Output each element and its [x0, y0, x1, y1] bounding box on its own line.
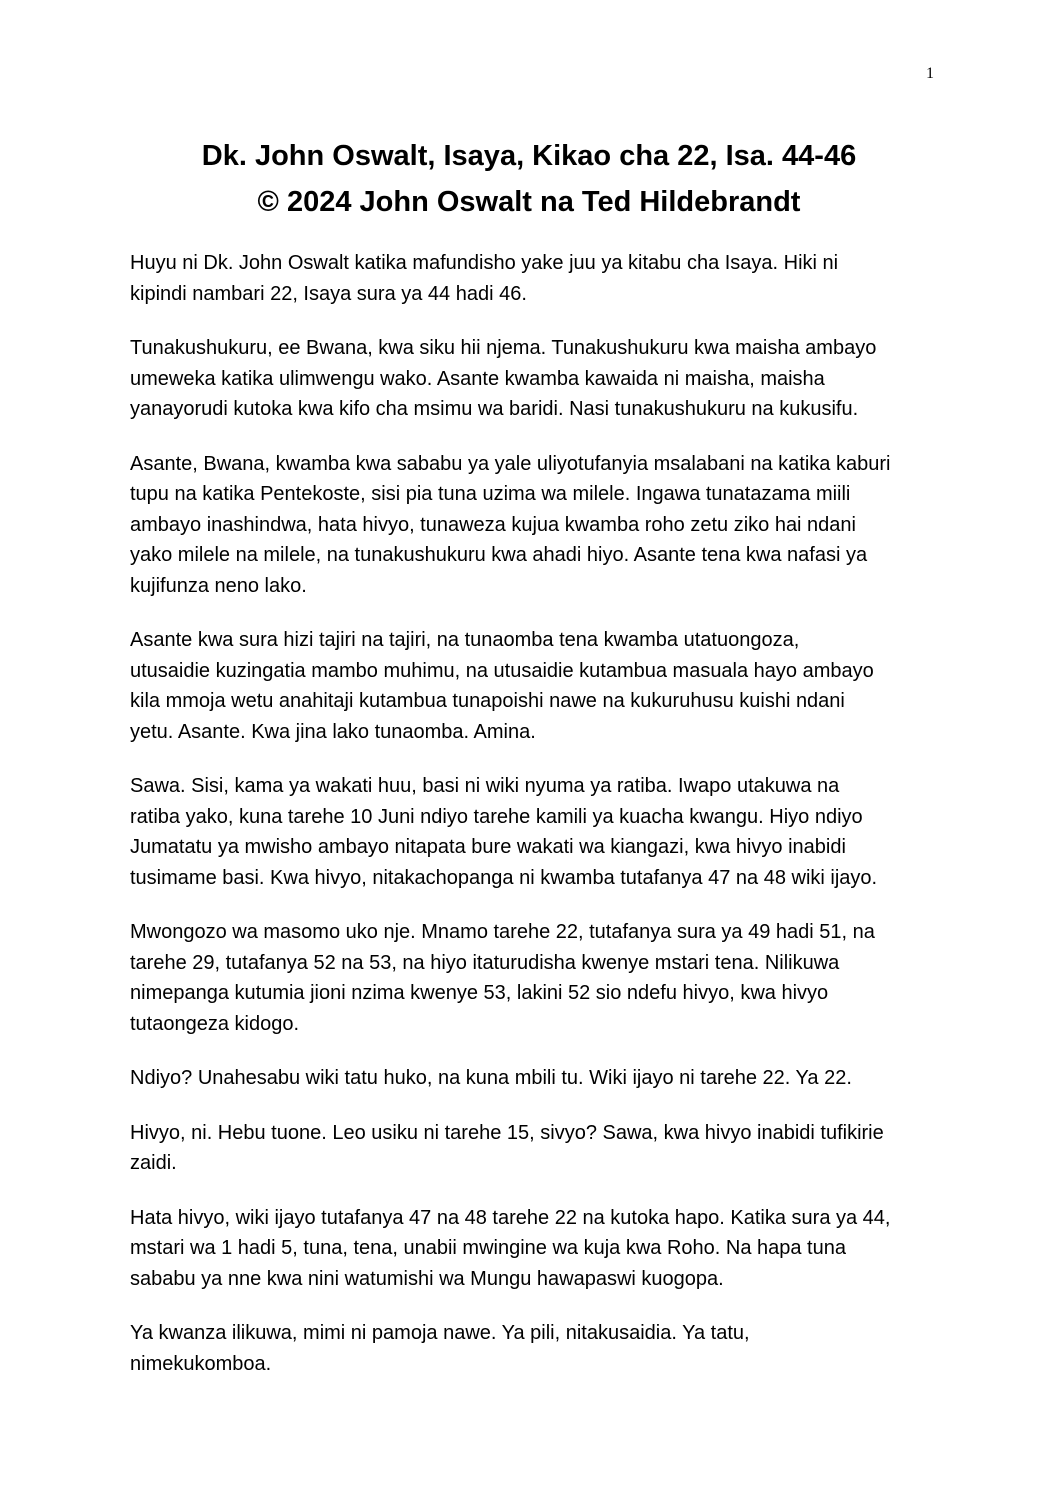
title-line-2: © 2024 John Oswalt na Ted Hildebrandt	[257, 186, 801, 218]
paragraph-line: kila mmoja wetu anahitaji kutambua tunapoishi nawe na kukuruhusu kuishi ndani	[130, 690, 845, 712]
paragraph-line: Asante, Bwana, kwamba kwa sababu ya yale uliyotufanyia msalabani na katika kaburi	[130, 452, 891, 475]
paragraph-line: Asante kwa sura hizi tajiri na tajiri, na tunaomba tena kwamba utatuongoza,	[130, 629, 800, 651]
paragraph-line: ambayo inashindwa, hata hivyo, tunaweza kujua kwamba roho zetu ziko hai ndani	[130, 513, 856, 536]
paragraph-line: umeweka katika ulimwengu wako. Asante kwamba kawaida ni maisha, maisha	[130, 367, 825, 390]
document-title	[100, 133, 958, 225]
paragraph-line: tarehe 29, tutafanya 52 na 53, na hiyo itaturudisha kwenye mstari tena. Nilikuwa	[130, 951, 840, 974]
paragraph	[130, 248, 936, 309]
paragraph-line: ratiba yako, kuna tarehe 10 Juni ndiyo tarehe kamili ya kuacha kwangu. Hiyo ndiyo	[130, 805, 863, 828]
paragraph-line: yanayorudi kutoka kwa kifo cha msimu wa baridi. Nasi tunakushukuru na kukusifu.	[130, 398, 859, 420]
paragraph-line: Mwongozo wa masomo uko nje. Mnamo tarehe 22, tutafanya sura ya 49 hadi 51, na	[130, 921, 875, 943]
document-body	[130, 248, 936, 1403]
paragraph-line: Tunakushukuru, ee Bwana, kwa siku hii njema. Tunakushukuru kwa maisha ambayo	[130, 337, 877, 359]
paragraph-line: Ndiyo? Unahesabu wiki tatu huko, na kuna mbili tu. Wiki ijayo ni tarehe 22. Ya 22.	[130, 1067, 852, 1089]
paragraph-line: tupu na katika Pentekoste, sisi pia tuna uzima wa milele. Ingawa tunatazama miili	[130, 483, 851, 505]
paragraph-line: nimepanga kutumia jioni nzima kwenye 53, lakini 52 sio ndefu hivyo, kwa hivyo	[130, 982, 829, 1004]
paragraph-line: yako milele na milele, na tunakushukuru kwa ahadi hiyo. Asante tena kwa nafasi ya	[130, 544, 868, 566]
paragraph-line: kipindi nambari 22, Isaya sura ya 44 hadi 46.	[130, 282, 527, 305]
paragraph-line: Sawa. Sisi, kama ya wakati huu, basi ni wiki nyuma ya ratiba. Iwapo utakuwa na	[130, 775, 840, 797]
paragraph	[130, 333, 936, 425]
paragraph-line: utusaidie kuzingatia mambo muhimu, na utusaidie kutambua masuala hayo ambayo	[130, 659, 874, 682]
paragraph	[130, 917, 936, 1039]
paragraph	[130, 1118, 936, 1179]
paragraph	[130, 449, 936, 602]
paragraph-line: mstari wa 1 hadi 5, tuna, tena, unabii mwingine wa kuja kwa Roho. Na hapa tuna	[130, 1237, 846, 1259]
paragraph-line: kujifunza neno lako.	[130, 574, 307, 597]
paragraph-line: Jumatatu ya mwisho ambayo nitapata bure wakati wa kiangazi, kwa hivyo inabidi	[130, 836, 846, 858]
paragraph-line: Hivyo, ni. Hebu tuone. Leo usiku ni tarehe 15, sivyo? Sawa, kwa hivyo inabidi tufikirie	[130, 1121, 884, 1144]
paragraph-line: sababu ya nne kwa nini watumishi wa Mungu hawapaswi kuogopa.	[130, 1267, 724, 1290]
title-line-1: Dk. John Oswalt, Isaya, Kikao cha 22, Isa. 44-46	[201, 140, 857, 172]
paragraph-line: nimekukomboa.	[130, 1352, 272, 1375]
paragraph-line: Hata hivyo, wiki ijayo tutafanya 47 na 48 tarehe 22 na kutoka hapo. Katika sura ya 44,	[130, 1206, 891, 1229]
paragraph-line: Ya kwanza ilikuwa, mimi ni pamoja nawe. Ya pili, nitakusaidia. Ya tatu,	[130, 1322, 750, 1344]
paragraph-line: yetu. Asante. Kwa jina lako tunaomba. Amina.	[130, 720, 536, 743]
paragraph	[130, 1063, 936, 1094]
paragraph-line: zaidi.	[130, 1152, 177, 1174]
page-number: 1	[926, 65, 934, 82]
paragraph-line: tutaongeza kidogo.	[130, 1012, 300, 1035]
paragraph-line: Huyu ni Dk. John Oswalt katika mafundisho yake juu ya kitabu cha Isaya. Hiki ni	[130, 252, 839, 274]
paragraph-line: tusimame basi. Kwa hivyo, nitakachopanga ni kwamba tutafanya 47 na 48 wiki ijayo.	[130, 866, 878, 889]
paragraph	[130, 771, 936, 893]
paragraph	[130, 1318, 936, 1379]
paragraph	[130, 625, 936, 747]
paragraph	[130, 1203, 936, 1295]
